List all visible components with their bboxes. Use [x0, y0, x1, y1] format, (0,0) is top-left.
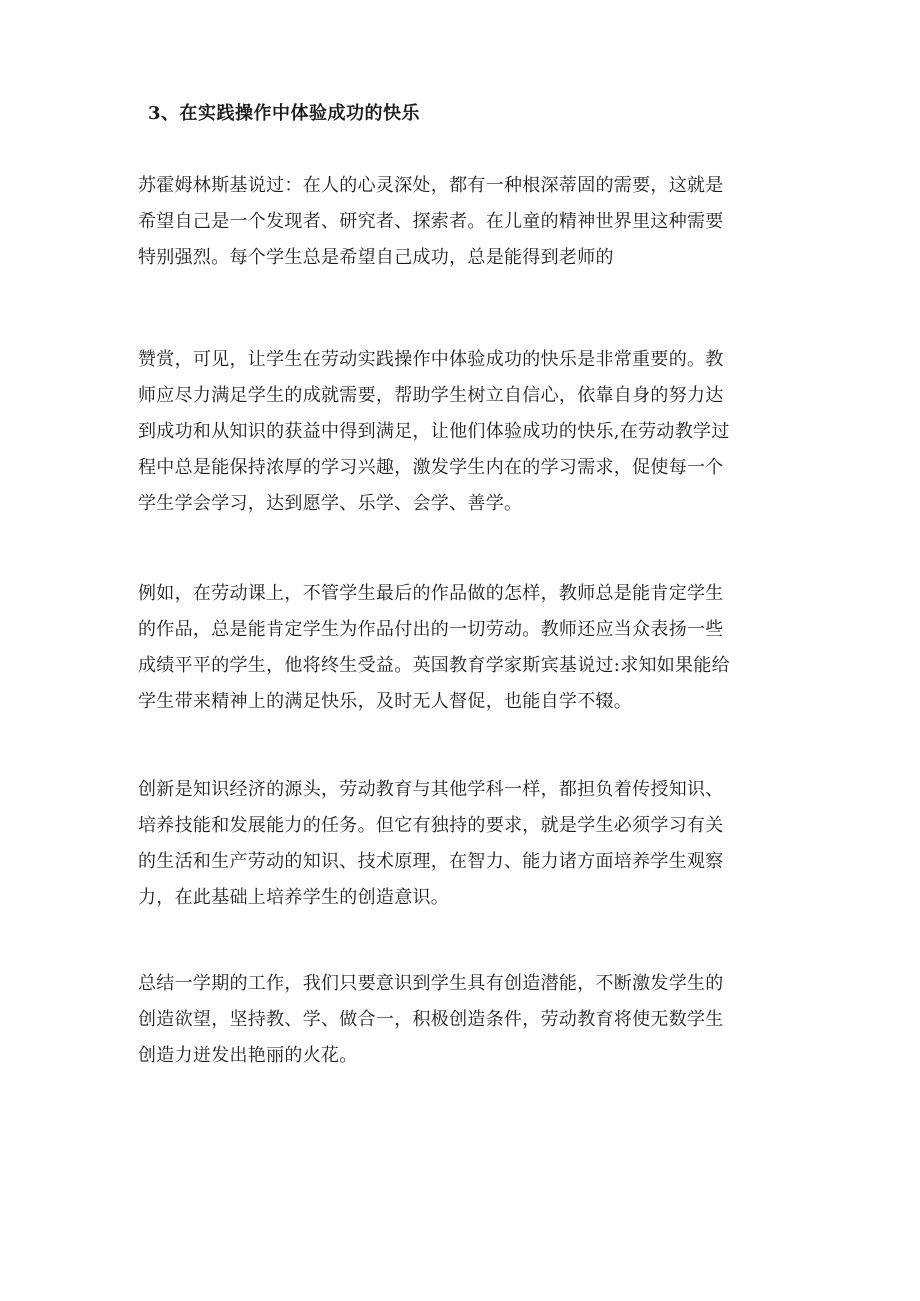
paragraph-line: 的生活和生产劳动的知识、技术原理，在智力、能力诸方面培养学生观察: [138, 851, 724, 872]
paragraph-line: 特别强烈。每个学生总是希望自己成功，总是能得到老师的: [138, 247, 614, 268]
paragraph-3: [138, 576, 784, 720]
paragraph-line: 到成功和从知识的获益中得到满足，让他们体验成功的快乐,在劳动教学过: [138, 421, 730, 442]
paragraph-2: [138, 342, 784, 522]
paragraph-5: [138, 966, 784, 1074]
paragraph-line: 赞赏，可见，让学生在劳动实践操作中体验成功的快乐是非常重要的。教: [138, 349, 724, 370]
paragraph-line: 苏霍姆林斯基说过：在人的心灵深处，都有一种根深蒂固的需要，这就是: [138, 175, 724, 196]
paragraph-line: 例如，在劳动课上，不管学生最后的作品做的怎样，教师总是能肯定学生: [138, 583, 724, 604]
paragraph-line: 学生学会学习，达到愿学、乐学、会学、善学。: [138, 493, 523, 514]
paragraph-line: 学生带来精神上的满足快乐，及时无人督促，也能自学不辍。: [138, 691, 633, 712]
paragraph-line: 成绩平平的学生，他将终生受益。英国教育学家斯宾基说过:求知如果能给: [138, 655, 730, 676]
paragraph-line: 创新是知识经济的源头，劳动教育与其他学科一样，都担负着传授知识、: [138, 779, 724, 800]
paragraph-line: 创造欲望，坚持教、学、做合一，积极创造条件，劳动教育将使无数学生: [138, 1009, 724, 1030]
paragraph-line: 的作品，总是能肯定学生为作品付出的一切劳动。教师还应当众表扬一些: [138, 619, 724, 640]
paragraph-line: 程中总是能保持浓厚的学习兴趣，激发学生内在的学习需求，促使每一个: [138, 457, 724, 478]
paragraph-line: 师应尽力满足学生的成就需要，帮助学生树立自信心，依靠自身的努力达: [138, 385, 724, 406]
paragraph-line: 希望自己是一个发现者、研究者、探索者。在儿童的精神世界里这种需要: [138, 211, 724, 232]
paragraph-4: [138, 772, 784, 916]
paragraph-line: 力，在此基础上培养学生的创造意识。: [138, 887, 450, 908]
paragraph-line: 培养技能和发展能力的任务。但它有独持的要求，就是学生必须学习有关: [138, 815, 724, 836]
paragraph-1: [138, 168, 784, 276]
paragraph-line: 总结一学期的工作，我们只要意识到学生具有创造潜能，不断激发学生的: [138, 973, 724, 994]
paragraph-line: 创造力迸发出艳丽的火花。: [138, 1045, 358, 1066]
section-heading: 3、在实践操作中体验成功的快乐: [148, 103, 421, 124]
